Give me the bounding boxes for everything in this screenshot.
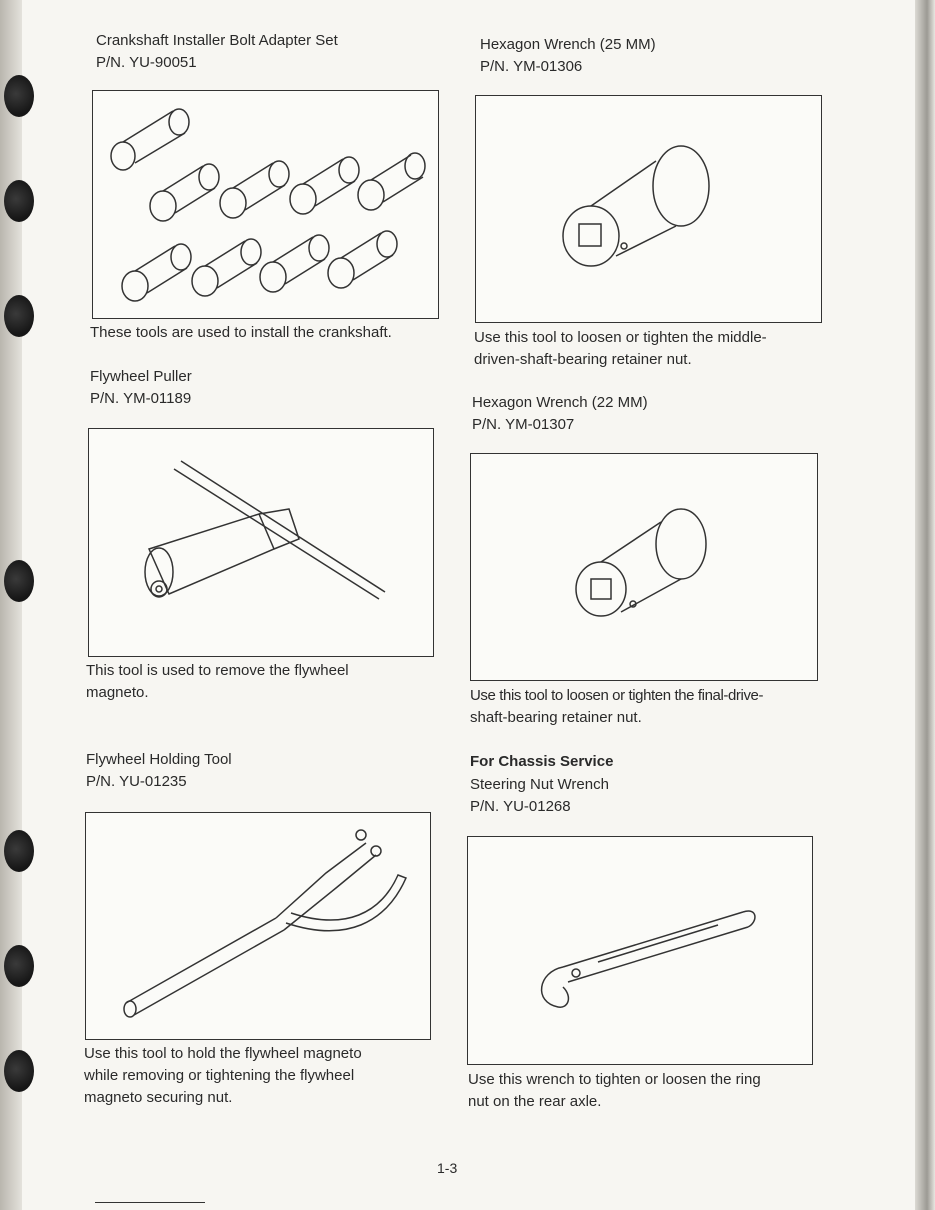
tool-caption: Use this wrench to tighten or loosen the ring — [468, 1071, 761, 1088]
crankshaft-adapter-illustration — [92, 90, 439, 319]
steering-nut-wrench-illustration — [467, 836, 813, 1065]
tool-caption: while removing or tightening the flywheel — [84, 1067, 355, 1084]
tool-title: Flywheel Holding Tool — [86, 751, 232, 768]
flywheel-holding-tool-illustration — [85, 812, 431, 1040]
tool-caption: Use this tool to loosen or tighten the final-drive- — [470, 687, 764, 704]
tool-caption: nut on the rear axle. — [468, 1093, 602, 1110]
binder-hole — [4, 295, 34, 337]
tool-caption: These tools are used to install the crankshaft. — [90, 324, 392, 341]
binder-hole — [4, 560, 34, 602]
part-number: P/N. YU-90051 — [96, 54, 197, 71]
section-heading: For Chassis Service — [470, 753, 614, 770]
page-number: 1-3 — [437, 1160, 458, 1176]
tool-caption: This tool is used to remove the flywheel — [86, 662, 349, 679]
binder-hole — [4, 945, 34, 987]
part-number: P/N. YM-01189 — [90, 390, 192, 407]
page-right-edge — [915, 0, 935, 1210]
tool-caption: Use this tool to hold the flywheel magneto — [84, 1045, 362, 1062]
part-number: P/N. YU-01235 — [86, 773, 187, 790]
hex-wrench-25mm-illustration — [475, 95, 822, 323]
binder-hole — [4, 830, 34, 872]
tool-caption: shaft-bearing retainer nut. — [470, 709, 642, 726]
tool-title: Crankshaft Installer Bolt Adapter Set — [96, 32, 338, 49]
tool-caption: driven-shaft-bearing retainer nut. — [474, 351, 692, 368]
tool-title: Hexagon Wrench (25 MM) — [480, 36, 656, 53]
tool-caption: Use this tool to loosen or tighten the middle- — [474, 329, 767, 346]
flywheel-puller-illustration — [88, 428, 434, 657]
binder-hole — [4, 180, 34, 222]
tool-title: Hexagon Wrench (22 MM) — [472, 394, 648, 411]
tool-caption: magneto securing nut. — [84, 1089, 233, 1106]
part-number: P/N. YM-01306 — [480, 58, 583, 75]
part-number: P/N. YU-01268 — [470, 798, 571, 815]
tool-title: Flywheel Puller — [90, 368, 192, 385]
hex-wrench-22mm-illustration — [470, 453, 818, 681]
part-number: P/N. YM-01307 — [472, 416, 575, 433]
tool-title: Steering Nut Wrench — [470, 776, 609, 793]
binder-hole — [4, 75, 34, 117]
footer-rule — [95, 1202, 205, 1203]
binder-hole — [4, 1050, 34, 1092]
tool-caption: magneto. — [86, 684, 149, 701]
